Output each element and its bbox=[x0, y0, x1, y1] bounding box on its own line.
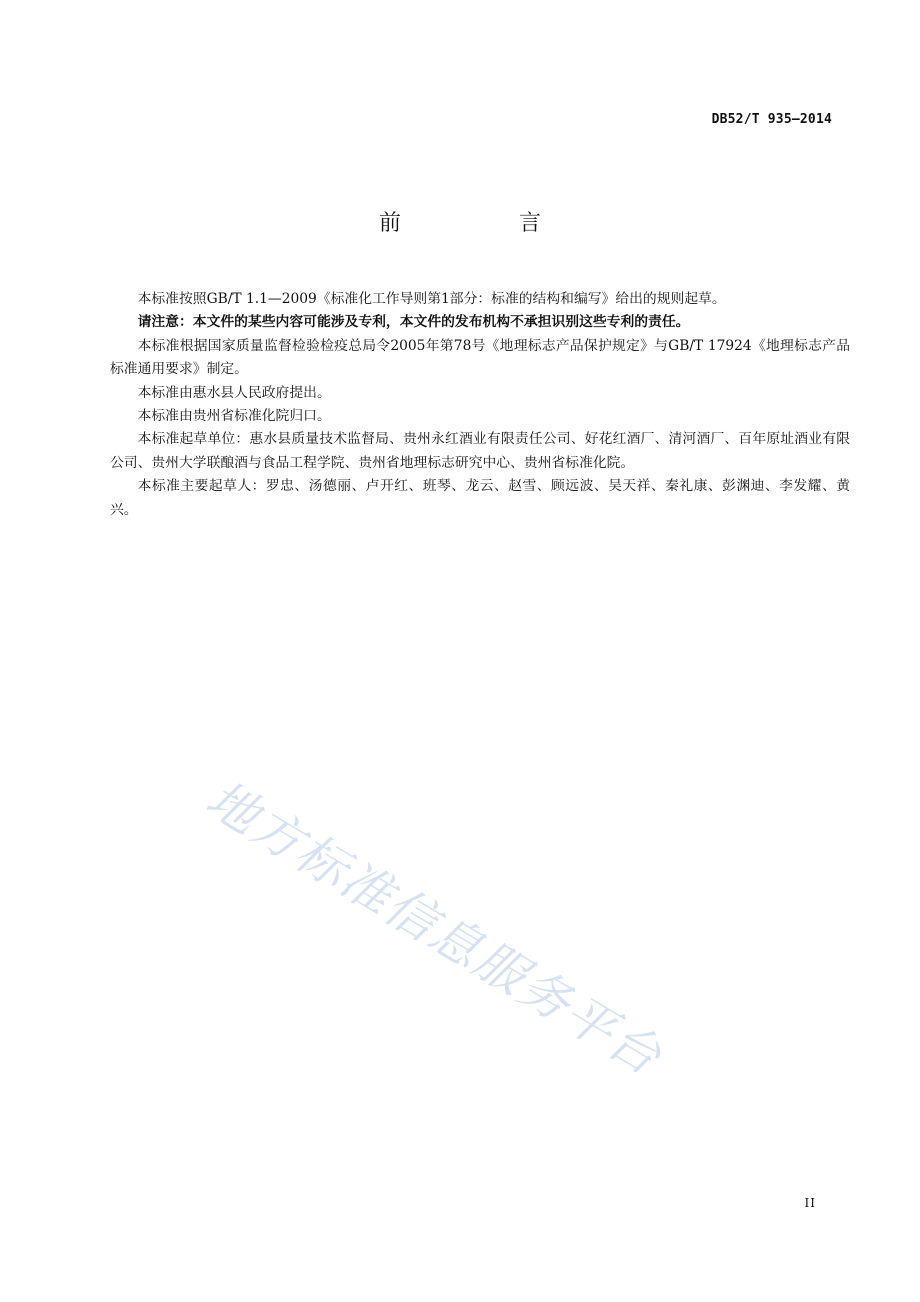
paragraph-administrator: 本标准由贵州省标准化院归口。 bbox=[137, 408, 331, 425]
watermark: 地方标准信息服务平台 bbox=[196, 769, 673, 1087]
paragraph-basis: 本标准根据国家质量监督检验检疫总局令2005年第78号《地理标志产品保护规定》与GB/T 17924《地理标志产品标准通用要求》制定。 bbox=[110, 337, 850, 378]
paragraph-drafting-units: 本标准起草单位：惠水县质量技术监督局、贵州永红酒业有限责任公司、好花红酒厂、清河酒厂、百年原址酒业有限公司、贵州大学联酿酒与食品工程学院、贵州省地理标志研究中心、贵州省标准化院。 bbox=[110, 431, 850, 471]
document-body bbox=[110, 288, 850, 522]
page-title: 前 言 bbox=[378, 211, 589, 236]
paragraph-drafting-rules: 本标准按照GB/T 1.1—2009《标准化工作导则第1部分：标准的结构和编写》给出的规则起草。 bbox=[137, 291, 726, 307]
standard-code: DB52/T 935—2014 bbox=[711, 112, 832, 127]
paragraph-drafters: 本标准主要起草人：罗忠、汤德丽、卢开红、班琴、龙云、赵雪、顾远波、吴天祥、秦礼康、彭渊迪、李发耀、黄兴。 bbox=[110, 478, 850, 518]
page-number: II bbox=[804, 1196, 816, 1210]
paragraph-patent-notice: 请注意：本文件的某些内容可能涉及专利，本文件的发布机构不承担识别这些专利的责任。 bbox=[137, 314, 690, 331]
paragraph-proposer: 本标准由惠水县人民政府提出。 bbox=[137, 384, 331, 401]
